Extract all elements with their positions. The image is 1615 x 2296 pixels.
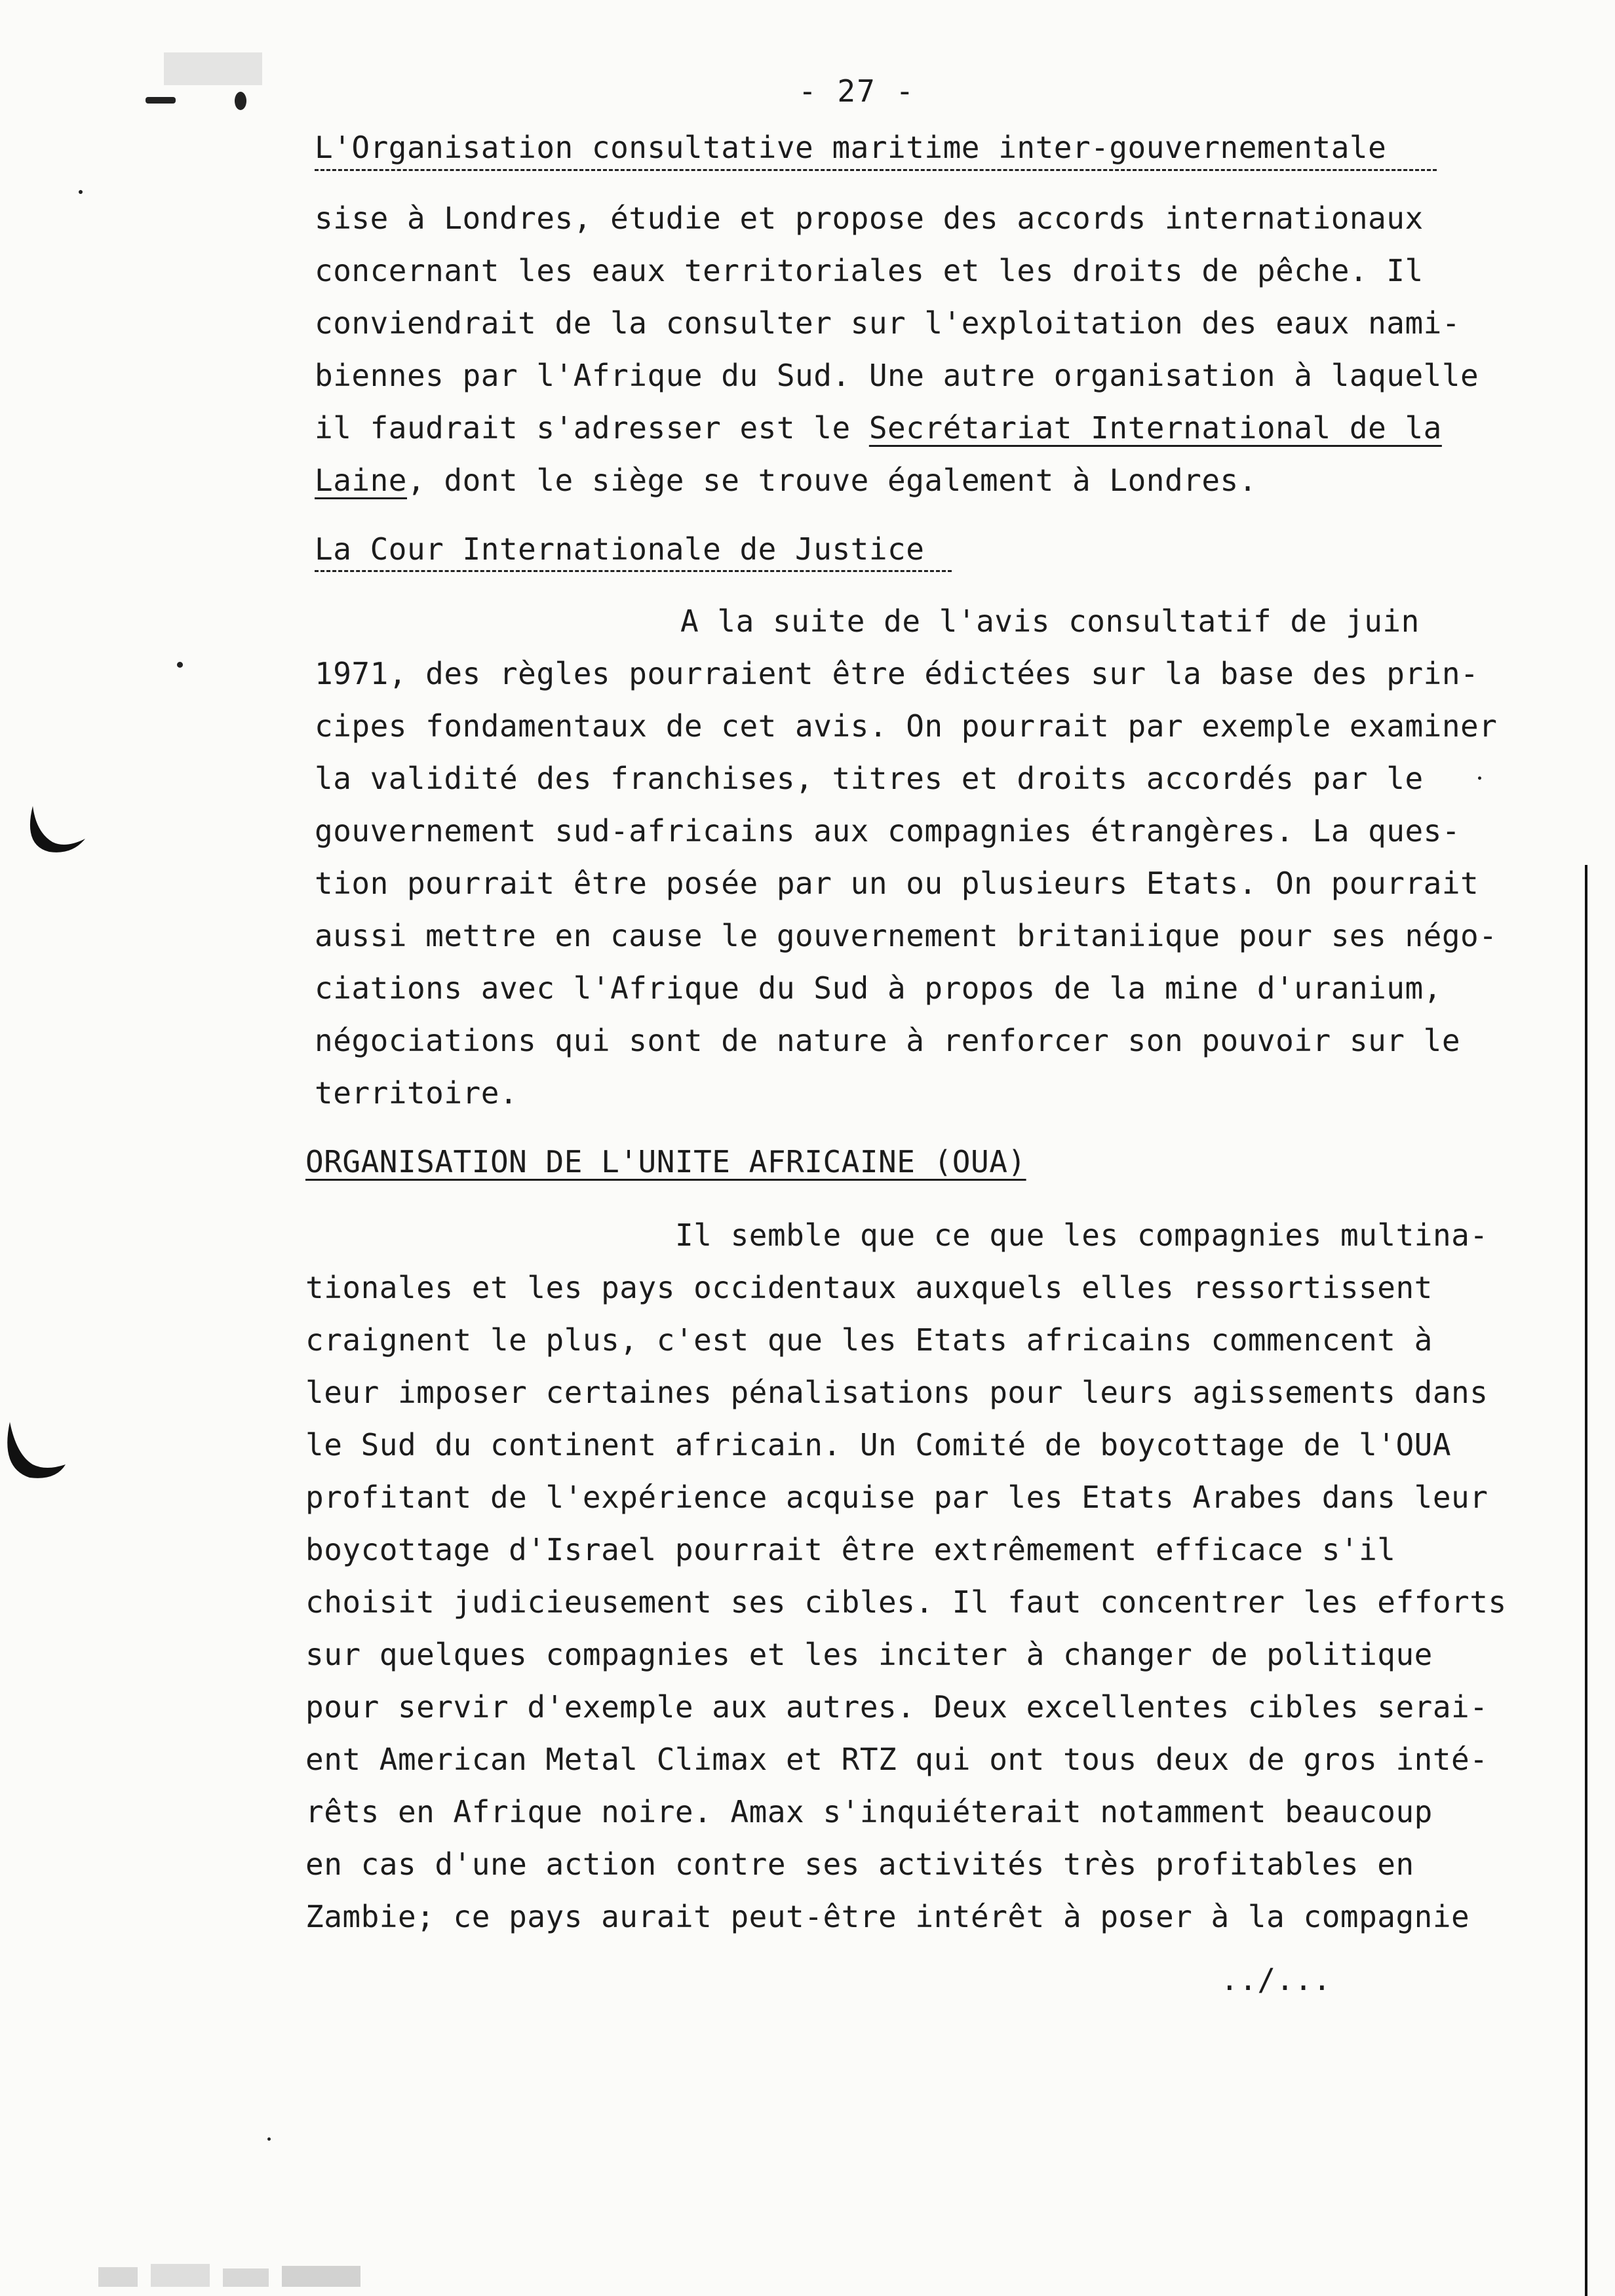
punch-hole-mark	[0, 1415, 72, 1487]
text-line: sur quelques compagnies et les inciter à changer de politique	[305, 1637, 1433, 1672]
section-heading-cij: La Cour Internationale de Justice	[315, 531, 925, 567]
text-fragment: il faudrait s'adresser est le	[315, 410, 869, 446]
text-line: craignent le plus, c'est que les Etats africains commencent à	[305, 1322, 1433, 1358]
underlined-org-name: Secrétariat International de la	[868, 410, 1442, 446]
text-line-with-underline	[315, 410, 1442, 446]
text-line: concernant les eaux territoriales et les droits de pêche. Il	[315, 253, 1424, 288]
text-line: territoire.	[315, 1075, 518, 1111]
text-line: A la suite de l'avis consultatif de juin	[680, 603, 1420, 639]
section-heading-omci: L'Organisation consultative maritime inter-gouvernementale	[315, 130, 1387, 165]
scan-noise	[157, 46, 275, 92]
scan-mark	[79, 190, 83, 194]
text-line: rêts en Afrique noire. Amax s'inquiéterait notamment beaucoup	[305, 1794, 1433, 1829]
text-line: ciations avec l'Afrique du Sud à propos de la mine d'uranium,	[315, 970, 1442, 1006]
text-line: boycottage d'Israel pourrait être extrêmement efficace s'il	[305, 1532, 1396, 1567]
page-number: - 27 -	[798, 73, 916, 109]
text-line: la validité des franchises, titres et droits accordés par le	[315, 761, 1424, 796]
heading-dashed-underline	[315, 570, 952, 572]
text-line: profitant de l'expérience acquise par les Etats Arabes dans leur	[305, 1480, 1489, 1515]
scan-mark	[1478, 776, 1481, 780]
text-line: biennes par l'Afrique du Sud. Une autre organisation à laquelle	[315, 358, 1479, 393]
heading-dashed-underline	[315, 169, 1437, 171]
text-line: aussi mettre en cause le gouvernement britaniique pour ses négo-	[315, 918, 1498, 953]
text-line: tion pourrait être posée par un ou plusieurs Etats. On pourrait	[315, 866, 1479, 901]
text-line: leur imposer certaines pénalisations pour leurs agissements dans	[305, 1375, 1489, 1410]
text-line: le Sud du continent africain. Un Comité de boycottage de l'OUA	[305, 1427, 1452, 1463]
underlined-org-name-end: Laine	[315, 463, 407, 498]
text-line: Il semble que ce que les compagnies multina-	[675, 1217, 1489, 1253]
text-line: ent American Metal Climax et RTZ qui ont tous deux de gros inté-	[305, 1742, 1489, 1777]
text-line: tionales et les pays occidentaux auxquels elles ressortissent	[305, 1270, 1433, 1305]
text-line: gouvernement sud-africains aux compagnies étrangères. La ques-	[315, 813, 1461, 849]
text-line: pour servir d'exemple aux autres. Deux excellentes cibles serai-	[305, 1689, 1489, 1725]
text-line: choisit judicieusement ses cibles. Il faut concentrer les efforts	[305, 1584, 1507, 1620]
text-line: Zambie; ce pays aurait peut-être intérêt à poser à la compagnie	[305, 1899, 1470, 1934]
text-line: sise à Londres, étudie et propose des accords internationaux	[315, 201, 1424, 236]
punch-hole-mark	[20, 799, 92, 865]
text-fragment: , dont le siège se trouve également à Londres.	[406, 463, 1257, 498]
scan-mark	[177, 662, 183, 668]
continuation-mark: ../...	[1220, 1962, 1332, 1997]
scan-mark	[235, 92, 246, 110]
text-line: 1971, des règles pourraient être édictées sur la base des prin-	[315, 656, 1479, 691]
section-heading-oua: ORGANISATION DE L'UNITE AFRICAINE (OUA)	[305, 1144, 1026, 1179]
text-line: en cas d'une action contre ses activités très profitables en	[305, 1846, 1414, 1882]
text-line-with-underline	[315, 463, 1257, 498]
text-line: conviendrait de la consulter sur l'exploitation des eaux nami-	[315, 305, 1461, 341]
scan-noise	[98, 2254, 374, 2293]
scan-mark	[267, 2137, 271, 2141]
text-line: cipes fondamentaux de cet avis. On pourrait par exemple examiner	[315, 708, 1498, 744]
text-line: négociations qui sont de nature à renforcer son pouvoir sur le	[315, 1023, 1461, 1058]
page-edge-line	[1585, 865, 1587, 2296]
scan-mark	[146, 97, 176, 104]
